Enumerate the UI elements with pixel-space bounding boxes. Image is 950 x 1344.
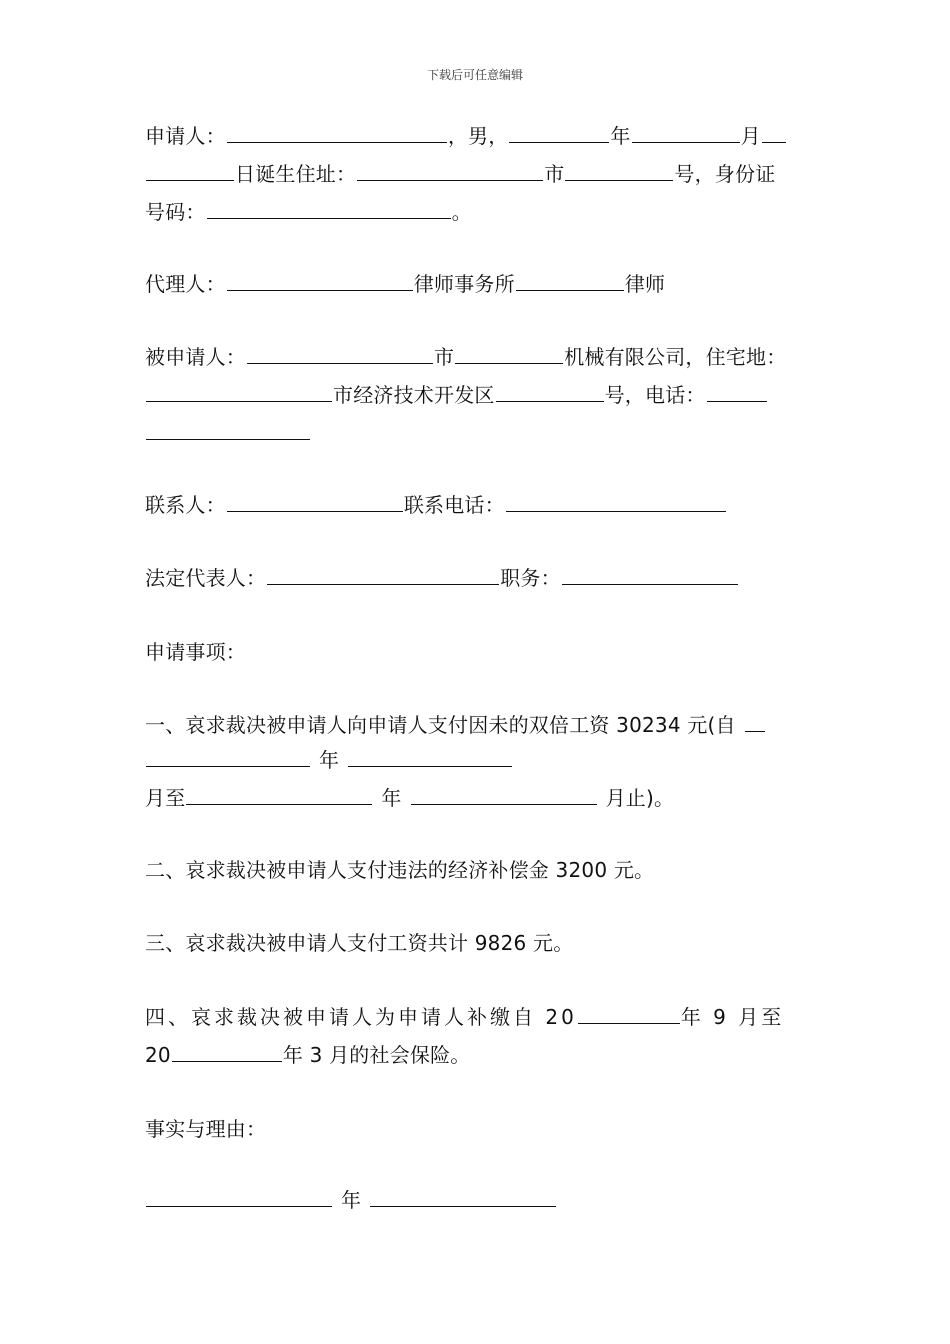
id-number-blank[interactable] [207,200,451,219]
item3: 三、哀求裁决被申请人支付工资共计 9826 元。 [145,931,574,955]
item1-year: 年 [319,748,340,772]
facts-year: 年 [341,1188,362,1212]
respondent-city: 市 [434,345,455,369]
legal-rep-line [145,566,739,590]
applicant-label: 申请人： [145,124,226,148]
item4-mid: 年 9 月至 [680,1005,785,1029]
address-blank[interactable] [357,162,543,181]
applicant-name-blank[interactable] [227,124,447,143]
contact-name-blank[interactable] [227,493,403,512]
birth-addr-label: 日诞生住址： [235,162,357,186]
respondent-line-3 [145,421,311,445]
item1-text: 一、哀求裁决被申请人向申请人支付因未的双倍工资 30234 元(自 [145,713,736,737]
contact-phone-label: 联系电话： [403,493,505,517]
respondent-label: 被申请人： [145,345,246,369]
birth-year-blank[interactable] [509,124,609,143]
respondent-phone-label: 号，电话： [604,383,706,407]
law-firm-label: 律师事务所 [413,272,515,296]
month-label: 月 [740,124,761,148]
facts-year-blank[interactable] [146,1188,332,1207]
birth-day-blank[interactable] [146,162,234,181]
item4-to-year-blank[interactable] [172,1043,282,1062]
respondent-line-2 [145,383,768,407]
item1-end: 月止)。 [605,786,675,810]
respondent-addr-blank[interactable] [146,383,332,402]
contact-label: 联系人： [145,493,226,517]
facts-line [145,1188,557,1212]
item1-line-2 [145,748,513,772]
respondent-name-blank[interactable] [247,345,433,364]
year-label: 年 [610,124,631,148]
lawyer-label: 律师 [624,272,666,296]
item4-end: 年 3 月的社会保险。 [282,1043,471,1067]
contact-line [145,493,727,517]
agent-name-blank[interactable] [227,272,413,291]
item1-year2: 年 [381,786,402,810]
item4-prefix2: 20 [145,1043,171,1067]
item1-month-to: 月至 [145,786,186,810]
applicant-line-2 [145,162,775,186]
item1-to-month-blank[interactable] [411,786,597,805]
respondent-phone-blank-cont[interactable] [146,421,310,440]
city-label: 市 [544,162,565,186]
page-header: 下载后可任意编辑 [426,68,523,82]
respondent-company: 机械有限公司，住宅地： [564,345,787,369]
item4-text: 四、哀求裁决被申请人为申请人补缴自 20 [145,1005,577,1029]
item4-from-year-blank[interactable] [578,1005,680,1024]
agent-line [145,272,665,296]
id-end: 。 [451,200,472,224]
item1-from-blank-start[interactable] [745,713,765,732]
legal-rep-name-blank[interactable] [267,566,499,585]
law-firm-name-blank[interactable] [516,272,624,291]
applicant-line-3 [145,200,472,224]
item1-from-year-blank[interactable] [146,748,310,767]
birth-month-blank[interactable] [632,124,740,143]
items-title: 申请事项： [145,640,246,664]
respondent-zone: 市经济技术开发区 [333,383,495,407]
item1-line-3 [145,786,674,810]
item4-line-1 [145,1005,784,1029]
respondent-phone-blank[interactable] [707,383,767,402]
item1-from-month-blank[interactable] [348,748,512,767]
contact-phone-blank[interactable] [506,493,726,512]
item2: 二、哀求裁决被申请人支付违法的经济补偿金 3200 元。 [145,858,655,882]
respondent-company-blank[interactable] [455,345,563,364]
id-card-label: 号，身份证 [674,162,776,186]
position-blank[interactable] [562,566,738,585]
item1-to-year-blank[interactable] [186,786,372,805]
facts-title: 事实与理由： [145,1117,267,1141]
respondent-line-1 [145,345,786,369]
item4-line-2 [145,1043,471,1067]
legal-rep-label: 法定代表人： [145,566,267,590]
address-number-blank[interactable] [565,162,673,181]
respondent-addr-number-blank[interactable] [496,383,604,402]
item1-line-1 [145,713,766,737]
birth-day-blank-start[interactable] [762,124,786,143]
applicant-line-1 [145,124,787,148]
agent-label: 代理人： [145,272,226,296]
applicant-gender: ，男， [447,124,509,148]
position-label: 职务： [500,566,561,590]
facts-month-blank[interactable] [370,1188,556,1207]
id-number-label: 号码： [145,200,206,224]
